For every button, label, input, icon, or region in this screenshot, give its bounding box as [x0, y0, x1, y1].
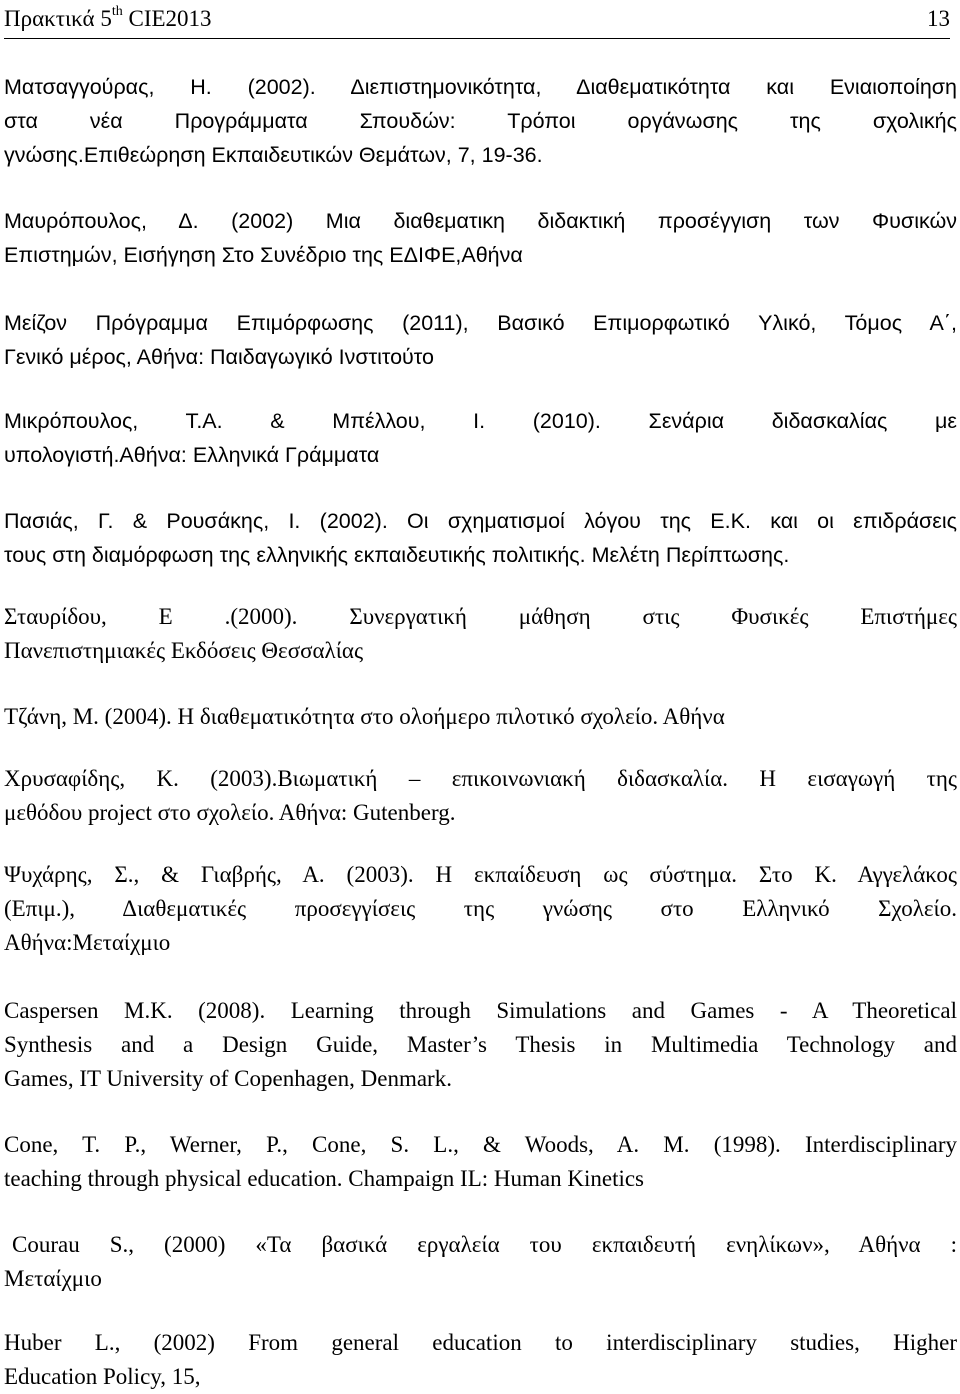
page-header — [4, 4, 950, 39]
reference-line: Πανεπιστημιακές Εκδόσεις Θεσσαλίας — [4, 638, 364, 663]
reference-line: Courau S., (2000) «Τα βασικά εργαλεία του εκπαιδευτή ενηλίκων», Αθήνα : — [12, 1232, 957, 1257]
reference-entry — [4, 1326, 957, 1394]
reference-entry — [4, 700, 957, 734]
reference-line: Μαυρόπουλος, Δ. (2002) Μια διαθεματικη διδακτική προσέγγιση των Φυσικών — [4, 209, 957, 233]
page-number: 13 — [927, 6, 950, 31]
reference-line: Πασιάς, Γ. & Ρουσάκης, Ι. (2002). Οι σχηματισμοί λόγου της Ε.Κ. και οι επιδράσεις — [4, 509, 957, 533]
reference-entry — [4, 504, 957, 572]
reference-line: Games, IT University of Copenhagen, Denmark. — [4, 1066, 452, 1091]
reference-entry — [4, 70, 957, 172]
reference-line: Ψυχάρης, Σ., & Γιαβρής, Α. (2003). Η εκπαίδευση ως σύστημα. Στο Κ. Αγγελάκος — [4, 862, 957, 887]
reference-entry — [4, 858, 957, 960]
reference-line: Caspersen M.K. (2008). Learning through Simulations and Games - A Theoretical — [4, 998, 957, 1023]
reference-entry — [4, 600, 957, 668]
reference-line: γνώσης.Επιθεώρηση Εκπαιδευτικών Θεμάτων, 7, 19-36. — [4, 143, 543, 167]
reference-line: Education Policy, 15, — [4, 1364, 201, 1389]
reference-line: Γενικό μέρος, Αθήνα: Παιδαγωγικό Ινστιτούτο — [4, 345, 434, 369]
reference-line: υπολογιστή.Αθήνα: Ελληνικά Γράμματα — [4, 443, 380, 467]
reference-line: Τζάνη, Μ. (2004). Η διαθεματικότητα στο ολοήμερο πιλοτικό σχολείο. Αθήνα — [4, 704, 725, 729]
reference-entry — [4, 1228, 957, 1296]
header-title: Πρακτικά 5th CIE2013 — [4, 4, 212, 31]
reference-line: Μικρόπουλος, Τ.Α. & Μπέλλου, Ι. (2010). Σενάρια διδασκαλίας με — [4, 409, 957, 433]
reference-entry — [4, 1128, 957, 1196]
reference-line: Cone, T. P., Werner, P., Cone, S. L., & Woods, A. M. (1998). Interdisciplinary — [4, 1132, 957, 1157]
reference-line: τους στη διαμόρφωση της ελληνικής εκπαιδευτικής πολιτικής. Μελέτη Περίπτωσης. — [4, 543, 790, 567]
reference-line: μεθόδου project στο σχολείο. Αθήνα: Gutenberg. — [4, 800, 456, 825]
reference-line: Huber L., (2002) From general education to interdisciplinary studies, Higher — [4, 1330, 957, 1355]
reference-line: Χρυσαφίδης, Κ. (2003).Βιωματική – επικοινωνιακή διδασκαλία. Η εισαγωγή της — [4, 766, 957, 791]
reference-line: (Επιμ.), Διαθεματικές προσεγγίσεις της γνώσης στο Ελληνικό Σχολείο. — [4, 896, 957, 921]
reference-entry — [4, 404, 957, 472]
reference-line: teaching through physical education. Champaign IL: Human Kinetics — [4, 1166, 645, 1191]
reference-line: Μείζον Πρόγραμμα Επιμόρφωσης (2011), Βασικό Επιμορφωτικό Υλικό, Τόμος Α΄, — [4, 311, 957, 335]
reference-entry — [4, 306, 957, 374]
reference-line: Επιστημών, Εισήγηση Στο Συνέδριο της ΕΔΙΦΕ,Αθήνα — [4, 243, 523, 267]
reference-line: Ματσαγγούρας, Η. (2002). Διεπιστημονικότητα, Διαθεματικότητα και Ενιαιοποίηση — [4, 75, 957, 99]
reference-entry — [4, 204, 957, 272]
reference-line: Μεταίχμιο — [4, 1266, 102, 1291]
reference-entry — [4, 762, 957, 830]
reference-line: στα νέα Προγράμματα Σπουδών: Τρόποι οργάνωσης της σχολικής — [4, 109, 957, 133]
reference-line: Synthesis and a Design Guide, Master’s Thesis in Multimedia Technology and — [4, 1032, 957, 1057]
reference-entry — [4, 994, 957, 1096]
reference-line: Σταυρίδου, Ε .(2000). Συνεργατική μάθηση στις Φυσικές Επιστήμες — [4, 604, 957, 629]
reference-line: Αθήνα:Μεταίχμιο — [4, 930, 171, 955]
